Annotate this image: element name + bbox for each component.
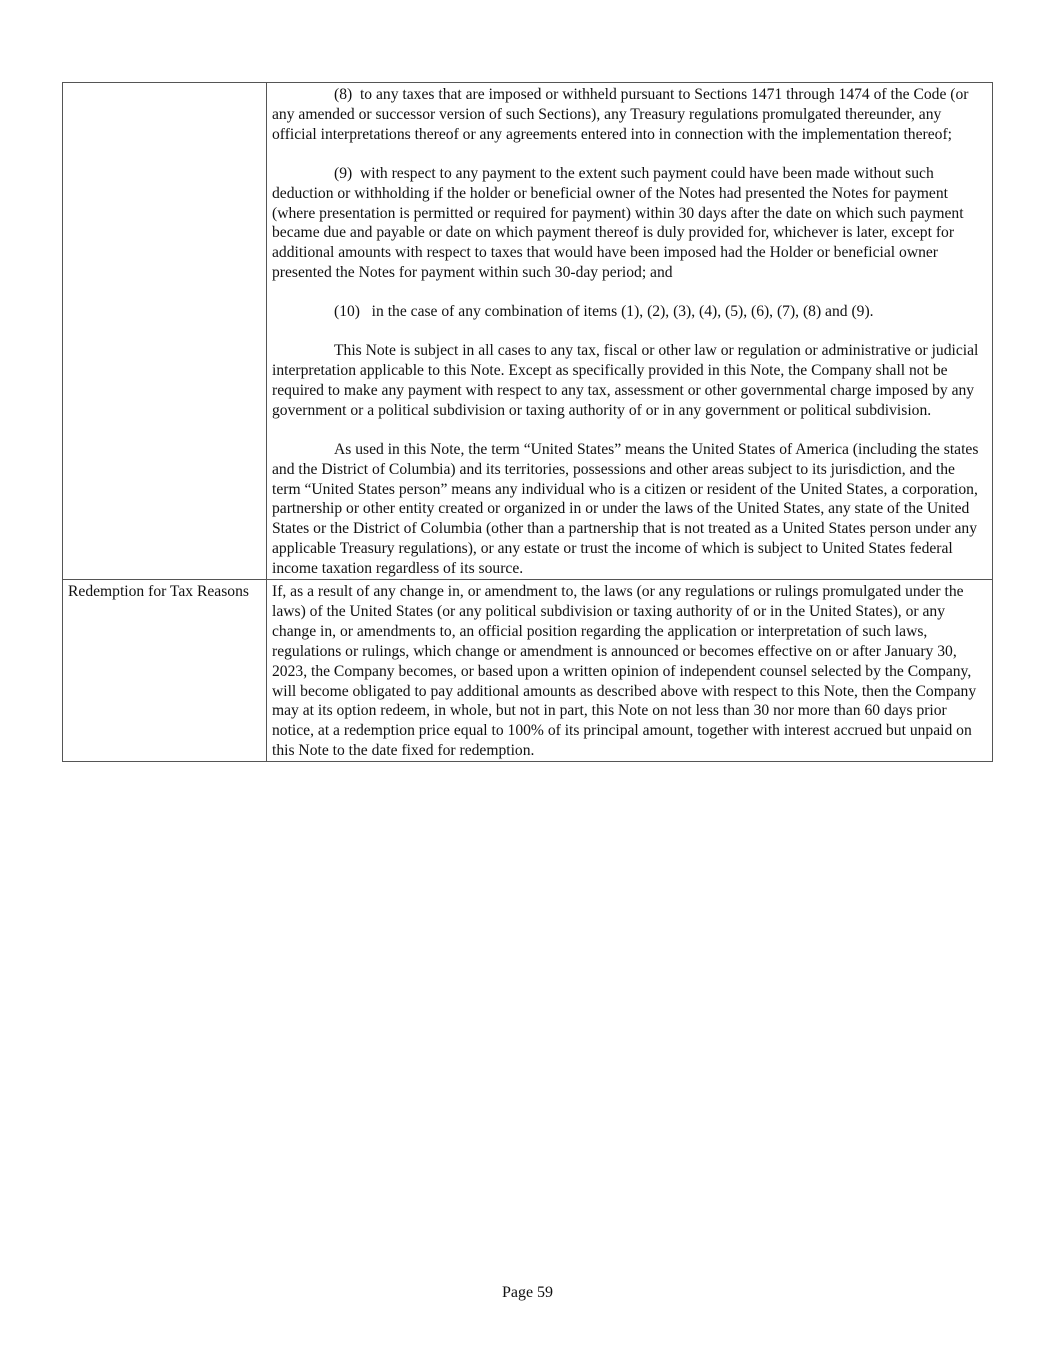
table-row-redemption-for-tax-reasons (63, 580, 993, 762)
terms-table (62, 82, 993, 762)
paragraph-item-9: (9) with respect to any payment to the extent such payment could have been made without such deduction or withholding if the holder or beneficial owner of the Notes had presented the Notes for payment (where presentation is permitted or required for payment) within 30 days after the date on which such payment became due and payable or date on which payment thereof is duly provided for, whichever is later, except for additional amounts with respect to taxes that would have been imposed had the Holder or beneficial owner presented the Notes for payment within such 30-day period; and (272, 164, 964, 282)
paragraph-item-8: (8) to any taxes that are imposed or withheld pursuant to Sections 1471 through 1474 of the Code (or any amended or successor version of such Sections), any Treasury regulations promulgated thereunder, any official interpretations thereof or any agreements entered into in connection with the implementation thereof; (272, 86, 969, 143)
table-row-withholding-exceptions (63, 83, 993, 580)
page-number: Page 59 (501, 1284, 554, 1301)
row-label-cell (63, 83, 267, 580)
paragraph-subject-to-law: This Note is subject in all cases to any tax, fiscal or other law or regulation or administrative or judicial interpretation applicable to this Note. Except as specifically provided in this Note, the Company shall not be required to make any payment with respect to any tax, assessment or other governmental charge imposed by any government or a political subdivision or taxing authority of or in any government or political subdivision. (272, 342, 979, 419)
paragraph-redemption-terms: If, as a result of any change in, or amendment to, the laws (or any regulations or rulings promulgated under the laws) of the United States (or any political subdivision or taxing authority of or in the United States), or any change in, or amendments to, an official position regarding the application or interpretation of such laws, regulations or rulings, which change or amendment is announced or becomes effective on or after January 30, 2023, the Company becomes, or based upon a written opinion of independent counsel selected by the Company, will become obligated to pay additional amounts as described above with respect to this Note, then the Company may at its option redeem, in whole, but not in part, this Note on not less than 30 nor more than 60 days prior notice, at a redemption price equal to 100% of its principal amount, together with interest accrued but unpaid on this Note to the date fixed for redemption. (272, 583, 977, 760)
paragraph-item-10: (10) in the case of any combination of items (1), (2), (3), (4), (5), (6), (7), (8) and (9). (334, 303, 874, 321)
row-content-cell (267, 580, 993, 762)
row-label (63, 83, 266, 85)
row-label: Redemption for Tax Reasons (68, 583, 249, 601)
row-content-cell (267, 83, 993, 580)
paragraph-united-states-definition: As used in this Note, the term “United States” means the United States of America (including the states and the District of Columbia) and its territories, possessions and other areas subject to its jurisdiction, and the term “United States person” means any individual who is a citizen or resident of the United States, a corporation, partnership or other entity created or organized in or under the laws of the United States, any state of the United States or the District of Columbia (other than a partnership that is not treated as a United States person under any applicable Treasury regulations), or any estate or trust the income of which is subject to United States federal income taxation regardless of its source. (272, 440, 979, 578)
row-label-cell (63, 580, 267, 762)
